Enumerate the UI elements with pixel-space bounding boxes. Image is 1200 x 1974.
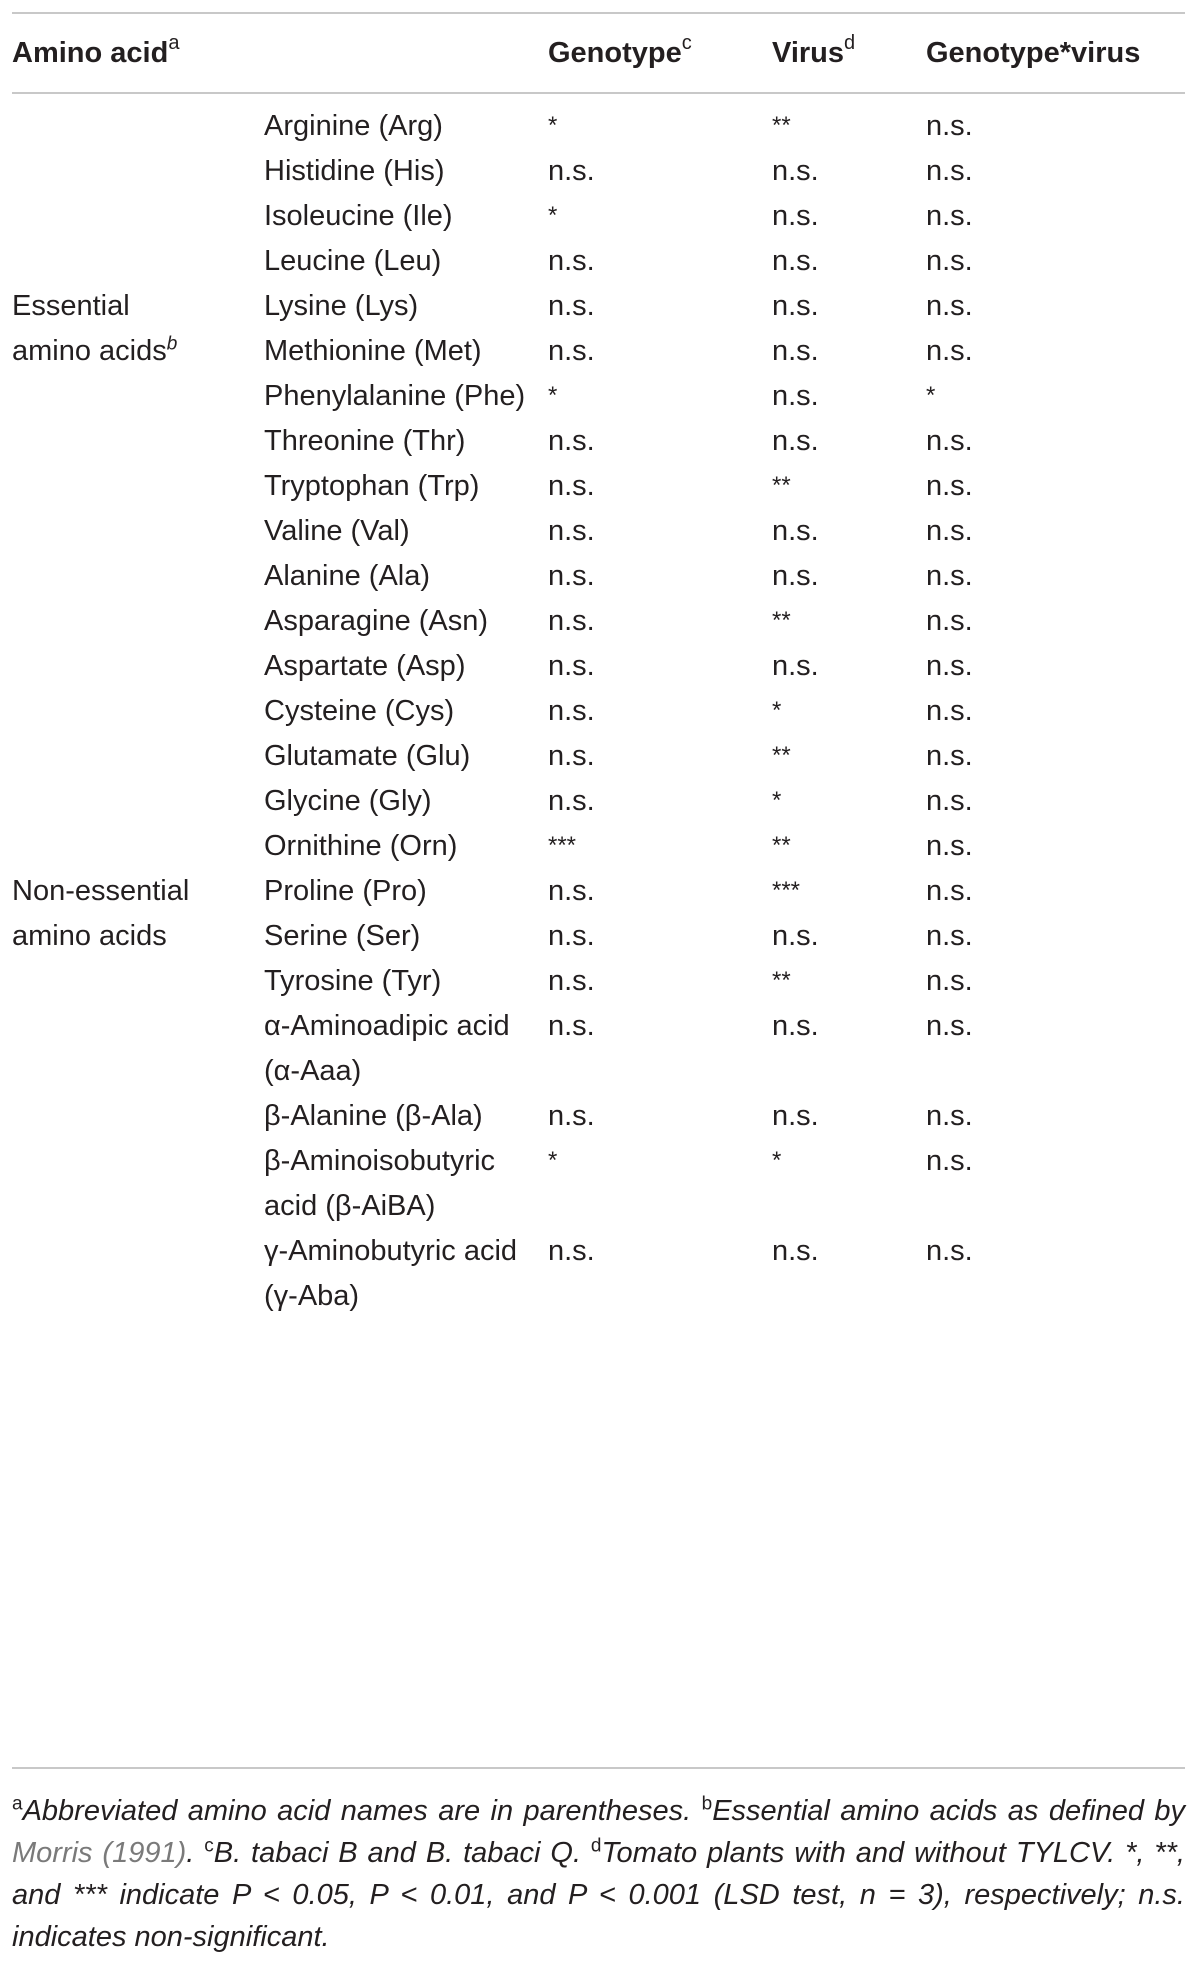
virus-significance: ** bbox=[772, 742, 791, 769]
genotype-significance: n.s. bbox=[548, 1235, 595, 1267]
amino-acid-name: Alanine (Ala) bbox=[264, 560, 431, 592]
amino-acid-name: Lysine (Lys) bbox=[264, 290, 419, 322]
table-footnote: $^a$Abbreviated amino acid names are in parentheses. $^b$Essential amino acids as defined by Morris (1991). $^c$B. tabaci B and B. tabaci Q. $^d$Tomato plants with and without TYLCV. *, **, and *** indicate P < 0.05, P < 0.01, and P < 0.001 (LSD test, n = 3), respectively; n.s. indicates non-significant. bbox=[12, 1793, 1186, 1953]
header-genotype-virus: Genotype*virus bbox=[926, 36, 1141, 69]
genotype-significance: * bbox=[548, 112, 558, 139]
virus-significance: ** bbox=[772, 607, 791, 634]
virus-significance: ** bbox=[772, 967, 791, 994]
virus-significance: n.s. bbox=[772, 920, 819, 952]
genotype-significance: n.s. bbox=[548, 740, 595, 772]
interaction-significance: n.s. bbox=[926, 965, 973, 997]
interaction-significance: n.s. bbox=[926, 515, 973, 547]
header-genotype: Genotype$^c$ bbox=[548, 31, 692, 69]
interaction-significance: n.s. bbox=[926, 1100, 973, 1132]
virus-significance: n.s. bbox=[772, 425, 819, 457]
interaction-significance: n.s. bbox=[926, 335, 973, 367]
genotype-significance: n.s. bbox=[548, 560, 595, 592]
group-label bbox=[12, 599, 264, 644]
amino-acid-name: γ-Aminobutyric acid (γ-Aba) bbox=[264, 1235, 518, 1312]
table-row bbox=[12, 509, 1185, 554]
table-row bbox=[12, 914, 1185, 959]
amino-acid-name: Serine (Ser) bbox=[264, 920, 421, 952]
group-label bbox=[12, 1004, 264, 1094]
interaction-significance: n.s. bbox=[926, 875, 973, 907]
group-label bbox=[12, 509, 264, 554]
amino-acid-name: Glycine (Gly) bbox=[264, 785, 432, 817]
group-label bbox=[12, 554, 264, 599]
virus-significance: n.s. bbox=[772, 650, 819, 682]
genotype-significance: * bbox=[548, 202, 558, 229]
interaction-significance: n.s. bbox=[926, 695, 973, 727]
genotype-significance: n.s. bbox=[548, 785, 595, 817]
table-row bbox=[12, 284, 1185, 329]
group-label bbox=[12, 779, 264, 824]
group-label bbox=[12, 689, 264, 734]
interaction-significance: n.s. bbox=[926, 200, 973, 232]
genotype-significance: n.s. bbox=[548, 650, 595, 682]
virus-significance: n.s. bbox=[772, 200, 819, 232]
genotype-significance: n.s. bbox=[548, 875, 595, 907]
amino-acid-name: Tyrosine (Tyr) bbox=[264, 965, 442, 997]
table-row bbox=[12, 1094, 1185, 1139]
group-label: amino acids$^b$ bbox=[12, 333, 178, 367]
virus-significance: * bbox=[772, 1147, 782, 1174]
genotype-significance: * bbox=[548, 382, 558, 409]
virus-significance: n.s. bbox=[772, 1235, 819, 1267]
table-row bbox=[12, 419, 1185, 464]
interaction-significance: * bbox=[926, 382, 936, 409]
genotype-significance: n.s. bbox=[548, 245, 595, 277]
table-row bbox=[12, 239, 1185, 284]
amino-acid-name: Threonine (Thr) bbox=[264, 425, 466, 457]
group-label: amino acids bbox=[12, 920, 167, 952]
virus-significance: n.s. bbox=[772, 515, 819, 547]
table-row bbox=[12, 689, 1185, 734]
virus-significance: n.s. bbox=[772, 1010, 819, 1042]
table-row bbox=[12, 869, 1185, 914]
table-row bbox=[12, 1139, 1185, 1229]
table-row bbox=[12, 734, 1185, 779]
amino-acid-name: α-Aminoadipic acid (α-Aaa) bbox=[264, 1010, 510, 1087]
group-label bbox=[12, 959, 264, 1004]
virus-significance: n.s. bbox=[772, 1100, 819, 1132]
table-row bbox=[12, 599, 1185, 644]
virus-significance: * bbox=[772, 787, 782, 814]
header-row bbox=[12, 14, 1185, 92]
genotype-significance: n.s. bbox=[548, 425, 595, 457]
virus-significance: ** bbox=[772, 472, 791, 499]
amino-acid-name: Glutamate (Glu) bbox=[264, 740, 471, 772]
virus-significance: n.s. bbox=[772, 335, 819, 367]
amino-acid-name: Ornithine (Orn) bbox=[264, 830, 458, 862]
table-row bbox=[12, 644, 1185, 689]
group-label bbox=[12, 734, 264, 779]
group-label bbox=[12, 92, 264, 149]
bottom-rule bbox=[12, 1767, 1185, 1769]
amino-acid-name: Arginine (Arg) bbox=[264, 110, 443, 142]
table-row bbox=[12, 554, 1185, 599]
group-label bbox=[12, 464, 264, 509]
genotype-significance: n.s. bbox=[548, 515, 595, 547]
interaction-significance: n.s. bbox=[926, 830, 973, 862]
interaction-significance: n.s. bbox=[926, 290, 973, 322]
amino-acid-table bbox=[12, 14, 1185, 1319]
reference-link[interactable]: Morris (1991) bbox=[12, 1837, 187, 1869]
genotype-significance: *** bbox=[548, 832, 577, 859]
group-label bbox=[12, 374, 264, 419]
table-row bbox=[12, 1229, 1185, 1319]
amino-acid-name: β-Aminoisobutyric acid (β-AiBA) bbox=[264, 1145, 496, 1222]
interaction-significance: n.s. bbox=[926, 605, 973, 637]
group-label bbox=[12, 824, 264, 869]
virus-significance: ** bbox=[772, 112, 791, 139]
amino-acid-name: Cysteine (Cys) bbox=[264, 695, 455, 727]
group-label bbox=[12, 1139, 264, 1229]
table-row bbox=[12, 194, 1185, 239]
group-label bbox=[12, 1229, 264, 1319]
table-row bbox=[12, 329, 1185, 374]
table-row bbox=[12, 779, 1185, 824]
interaction-significance: n.s. bbox=[926, 1235, 973, 1267]
genotype-significance: n.s. bbox=[548, 965, 595, 997]
table-row bbox=[12, 464, 1185, 509]
virus-significance: n.s. bbox=[772, 560, 819, 592]
interaction-significance: n.s. bbox=[926, 110, 973, 142]
group-label bbox=[12, 239, 264, 284]
interaction-significance: n.s. bbox=[926, 740, 973, 772]
group-label bbox=[12, 644, 264, 689]
genotype-significance: n.s. bbox=[548, 335, 595, 367]
amino-acid-name: Isoleucine (Ile) bbox=[264, 200, 453, 232]
virus-significance: *** bbox=[772, 877, 801, 904]
table-row bbox=[12, 1004, 1185, 1094]
genotype-significance: n.s. bbox=[548, 1100, 595, 1132]
interaction-significance: n.s. bbox=[926, 425, 973, 457]
table-body bbox=[12, 92, 1185, 1319]
genotype-significance: n.s. bbox=[548, 290, 595, 322]
header-amino-acid: Amino acid$^a$ bbox=[12, 31, 180, 69]
group-label: Essential bbox=[12, 290, 130, 322]
amino-acid-name: Asparagine (Asn) bbox=[264, 605, 489, 637]
genotype-significance: * bbox=[548, 1147, 558, 1174]
interaction-significance: n.s. bbox=[926, 470, 973, 502]
virus-significance: n.s. bbox=[772, 380, 819, 412]
table-row bbox=[12, 824, 1185, 869]
interaction-significance: n.s. bbox=[926, 245, 973, 277]
amino-acid-name: β-Alanine (β-Ala) bbox=[264, 1100, 483, 1132]
amino-acid-name: Histidine (His) bbox=[264, 155, 445, 187]
table-row bbox=[12, 959, 1185, 1004]
interaction-significance: n.s. bbox=[926, 560, 973, 592]
table-row bbox=[12, 149, 1185, 194]
virus-significance: n.s. bbox=[772, 155, 819, 187]
interaction-significance: n.s. bbox=[926, 1010, 973, 1042]
genotype-significance: n.s. bbox=[548, 605, 595, 637]
amino-acid-name: Methionine (Met) bbox=[264, 335, 482, 367]
genotype-significance: n.s. bbox=[548, 470, 595, 502]
interaction-significance: n.s. bbox=[926, 155, 973, 187]
amino-acid-name: Valine (Val) bbox=[264, 515, 410, 547]
group-label bbox=[12, 419, 264, 464]
group-label bbox=[12, 1094, 264, 1139]
virus-significance: * bbox=[772, 697, 782, 724]
interaction-significance: n.s. bbox=[926, 650, 973, 682]
interaction-significance: n.s. bbox=[926, 785, 973, 817]
amino-acid-name: Tryptophan (Trp) bbox=[264, 470, 480, 502]
group-label: Non-essential bbox=[12, 875, 190, 907]
genotype-significance: n.s. bbox=[548, 695, 595, 727]
virus-significance: n.s. bbox=[772, 245, 819, 277]
genotype-significance: n.s. bbox=[548, 920, 595, 952]
amino-acid-name: Phenylalanine (Phe) bbox=[264, 380, 526, 412]
genotype-significance: n.s. bbox=[548, 1010, 595, 1042]
group-label bbox=[12, 149, 264, 194]
virus-significance: n.s. bbox=[772, 290, 819, 322]
table-row bbox=[12, 374, 1185, 419]
table-row bbox=[12, 92, 1185, 149]
amino-acid-name: Aspartate (Asp) bbox=[264, 650, 466, 682]
amino-acid-name: Proline (Pro) bbox=[264, 875, 427, 907]
genotype-significance: n.s. bbox=[548, 155, 595, 187]
amino-acid-name: Leucine (Leu) bbox=[264, 245, 442, 277]
interaction-significance: n.s. bbox=[926, 1145, 973, 1177]
group-label bbox=[12, 194, 264, 239]
interaction-significance: n.s. bbox=[926, 920, 973, 952]
virus-significance: ** bbox=[772, 832, 791, 859]
header-virus: Virus$^d$ bbox=[772, 31, 856, 69]
